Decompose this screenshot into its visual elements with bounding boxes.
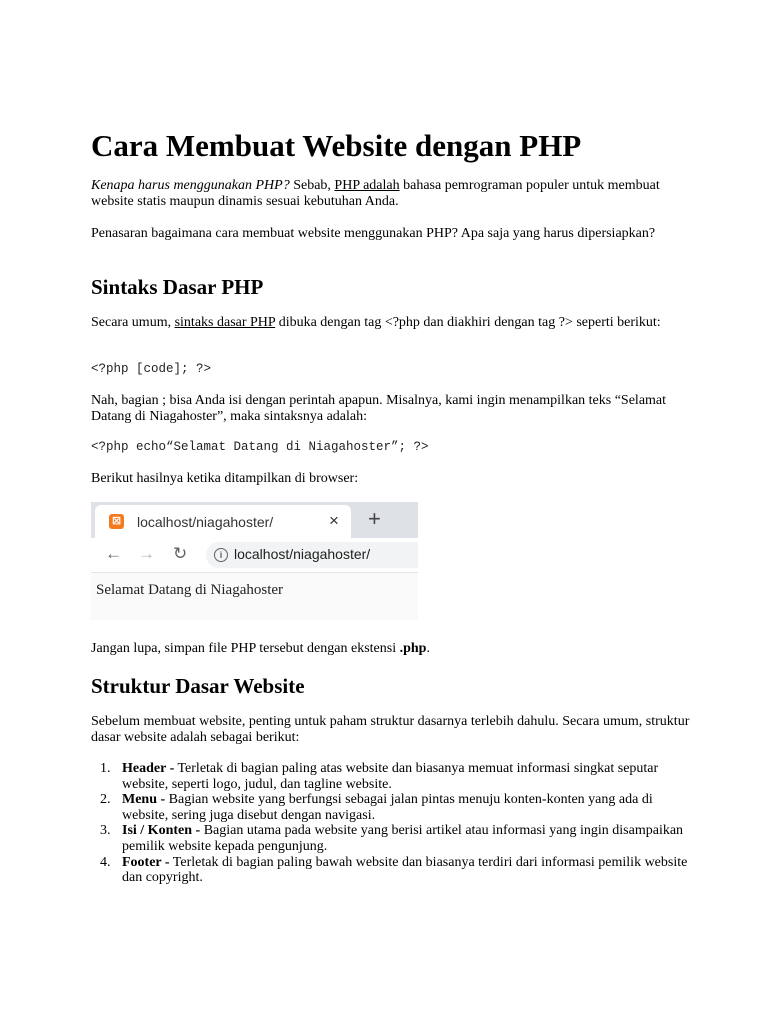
heading-struktur-dasar: Struktur Dasar Website xyxy=(91,674,305,698)
code-basic: <?php [code]; ?> xyxy=(91,362,212,376)
list-desc: Terletak di bagian paling atas website dan biasanya memuat informasi singkat seputar website, seperti logo, judul, dan tagline website. xyxy=(122,761,659,792)
browser-intro-paragraph: Berikut hasilnya ketika ditampilkan di browser: xyxy=(91,471,359,486)
tab-title: localhost/niagahoster/ xyxy=(137,514,274,530)
list-term: Footer - xyxy=(122,854,170,870)
xampp-favicon-icon: ⊠ xyxy=(109,514,124,529)
page-title: Cara Membuat Website dengan PHP xyxy=(91,128,582,163)
reminder-post: . xyxy=(426,641,430,656)
code-echo: <?php echo“Selamat Datang di Niagahoster”; ?> xyxy=(91,440,429,454)
list-number: 4. xyxy=(100,854,111,870)
close-icon: × xyxy=(329,511,339,530)
browser-tab xyxy=(95,505,351,538)
list-item xyxy=(100,854,692,886)
list-desc: Bagian website yang berfungsi sebagai jalan pintas menuju konten-konten yang ada di website, sering juga disebut dengan navigasi. xyxy=(122,792,653,823)
reminder-extension: .php xyxy=(399,641,427,656)
sintaks-pre: Secara umum, xyxy=(91,315,175,330)
list-item xyxy=(100,823,692,854)
forward-arrow-icon: → xyxy=(138,544,155,563)
list-item xyxy=(100,761,692,792)
list-number: 2. xyxy=(100,792,111,808)
list-number: 1. xyxy=(100,761,111,776)
new-tab-icon: + xyxy=(368,506,381,531)
info-icon: i xyxy=(214,548,228,562)
list-number: 3. xyxy=(100,823,111,839)
list-desc: Terletak di bagian paling bawah website dan biasanya terdiri dari informasi pemilik website dan copyright. xyxy=(122,854,688,886)
back-arrow-icon: ← xyxy=(105,544,122,563)
nah-paragraph: Nah, bagian ; bisa Anda isi dengan perintah apapun. Misalnya, kami ingin menampilkan teks “Selamat Datang di Niagahoster”, maka sintaksnya adalah: xyxy=(91,393,667,424)
reminder-paragraph xyxy=(91,641,691,657)
intro-question: Kenapa harus menggunakan PHP? xyxy=(91,178,290,193)
question-paragraph: Penasaran bagaimana cara membuat website menggunakan PHP? Apa saja yang harus dipersiapkan? xyxy=(91,226,656,241)
tab-bar xyxy=(91,502,418,538)
intro-paragraph xyxy=(91,178,691,210)
sintaks-post: dibuka dengan tag <?php dan diakhiri dengan tag ?> seperti berikut: xyxy=(275,315,661,330)
struktur-intro-paragraph: Sebelum membuat website, penting untuk paham struktur dasarnya terlebih dahulu. Secara umum, struktur dasar website adalah sebagai berikut: xyxy=(91,714,690,745)
heading-sintaks-dasar: Sintaks Dasar PHP xyxy=(91,275,264,299)
list-term: Isi / Konten - xyxy=(122,823,201,839)
browser-content-text: Selamat Datang di Niagahoster xyxy=(96,582,284,598)
browser-screenshot xyxy=(91,502,418,620)
address-bar xyxy=(206,542,418,568)
reminder-pre: Jangan lupa, simpan file PHP tersebut dengan ekstensi xyxy=(91,641,400,656)
intro-pre: Sebab, xyxy=(289,178,335,193)
list-term: Menu - xyxy=(122,792,166,808)
reload-icon: ↻ xyxy=(173,544,188,563)
list-item xyxy=(100,792,692,823)
list-desc: Bagian utama pada website yang berisi artikel atau informasi yang ingin disampaikan pemilik website kepada pengunjung. xyxy=(122,823,684,854)
sintaks-paragraph xyxy=(91,315,691,331)
address-url: localhost/niagahoster/ xyxy=(234,546,371,562)
sintaks-dasar-link[interactable]: sintaks dasar PHP xyxy=(174,315,276,330)
php-adalah-link[interactable]: PHP adalah xyxy=(334,178,400,193)
browser-toolbar xyxy=(91,538,418,573)
struktur-list xyxy=(100,761,692,886)
list-term: Header - xyxy=(122,761,175,776)
intro-post: bahasa pemrograman populer untuk membuat website statis maupun dinamis sesuai kebutuhan Anda. xyxy=(91,178,660,209)
